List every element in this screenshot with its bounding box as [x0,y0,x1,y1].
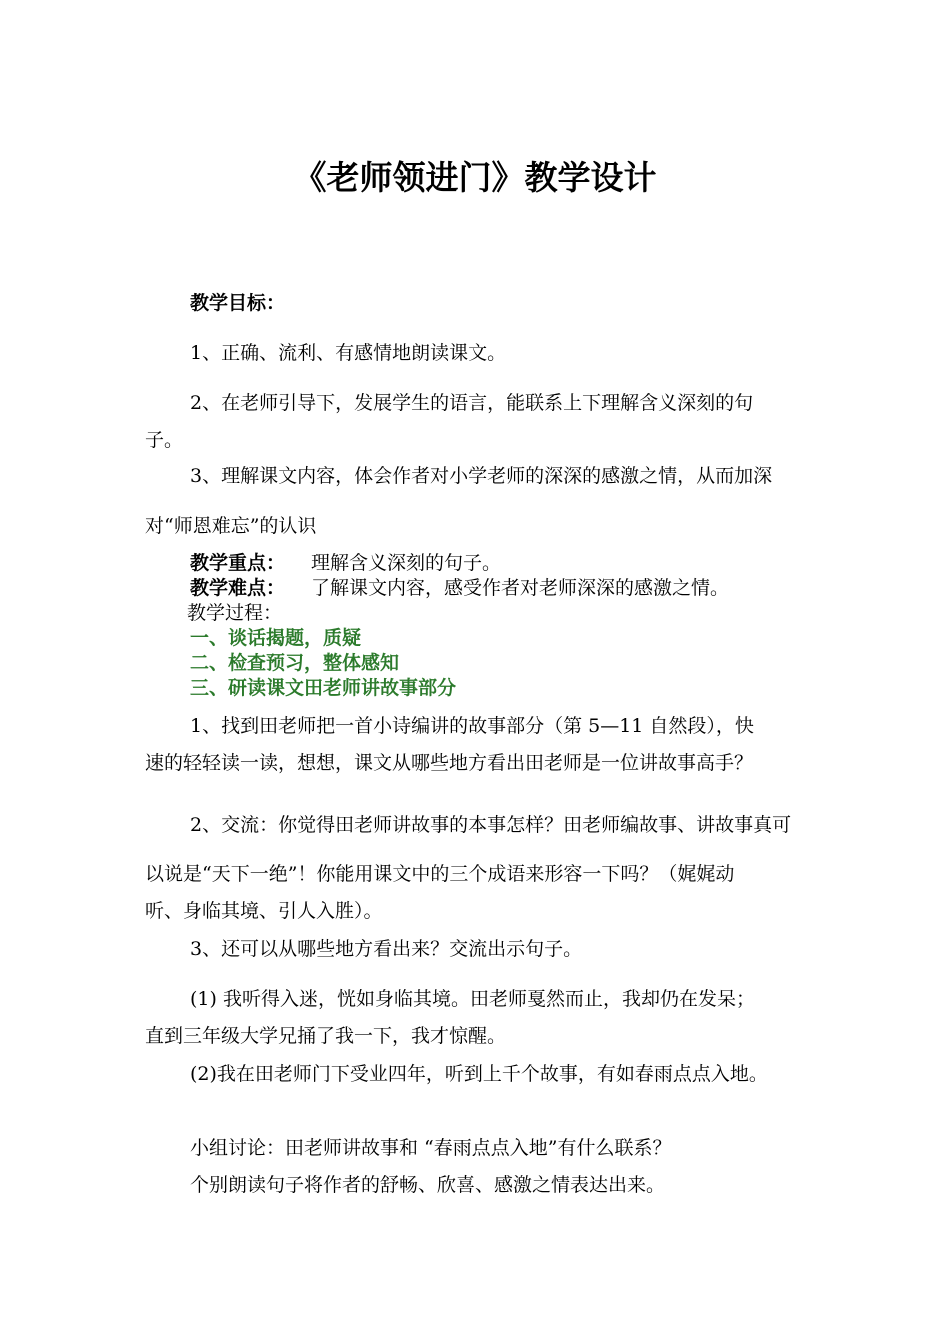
body-line: 听、身临其境、引人入胜）。 [145,900,383,922]
body-line: 2、交流：你觉得田老师讲故事的本事怎样？田老师编故事、讲故事真可 [190,814,792,836]
document-title: 《老师领进门》教学设计 [293,158,657,197]
key-point-text: 理解含义深刻的句子。 [311,552,502,574]
body-line: (2)我在田老师门下受业四年，听到上千个故事，有如春雨点点入地。 [190,1063,768,1085]
objective-item: 3、理解课文内容，体会作者对小学老师的深深的感激之情，从而加深 [190,465,773,487]
key-point-label: 教学重点： [190,552,286,574]
process-section: 三、研读课文田老师讲故事部分 [190,677,457,699]
body-line: 1、找到田老师把一首小诗编讲的故事部分（第 5—11 自然段），快 [190,715,754,737]
objective-item: 2、在老师引导下，发展学生的语言，能联系上下理解含义深刻的句 [190,392,754,414]
process-heading: 教学过程： [187,602,283,624]
difficulty-label: 教学难点： [190,577,286,599]
body-line: 以说是“天下一绝”！你能用课文中的三个成语来形容一下吗？（娓娓动 [145,863,735,885]
key-point-row [190,551,501,575]
body-line: 直到三年级大学兄捅了我一下，我才惊醒。 [145,1025,507,1047]
objectives-heading: 教学目标： [190,292,286,314]
body-line: 速的轻轻读一读，想想，课文从哪些地方看出田老师是一位讲故事高手？ [145,752,754,774]
objective-item: 对“师恩难忘”的认识 [145,515,317,537]
difficulty-row [190,576,729,600]
body-line: 个别朗读句子将作者的舒畅、欣喜、感激之情表达出来。 [190,1174,666,1196]
body-line: (1) 我听得入迷，恍如身临其境。田老师戛然而止，我却仍在发呆； [190,988,755,1010]
body-line: 3、还可以从哪些地方看出来？交流出示句子。 [190,938,583,960]
process-section: 二、检查预习，整体感知 [190,652,400,674]
process-section: 一、谈话揭题，质疑 [190,627,362,649]
objective-item: 1、正确、流利、有感情地朗读课文。 [190,342,507,364]
objective-item: 子。 [145,429,184,451]
body-line: 小组讨论：田老师讲故事和 “春雨点点入地”有什么联系？ [190,1137,672,1159]
difficulty-text: 了解课文内容，感受作者对老师深深的感激之情。 [311,577,730,599]
